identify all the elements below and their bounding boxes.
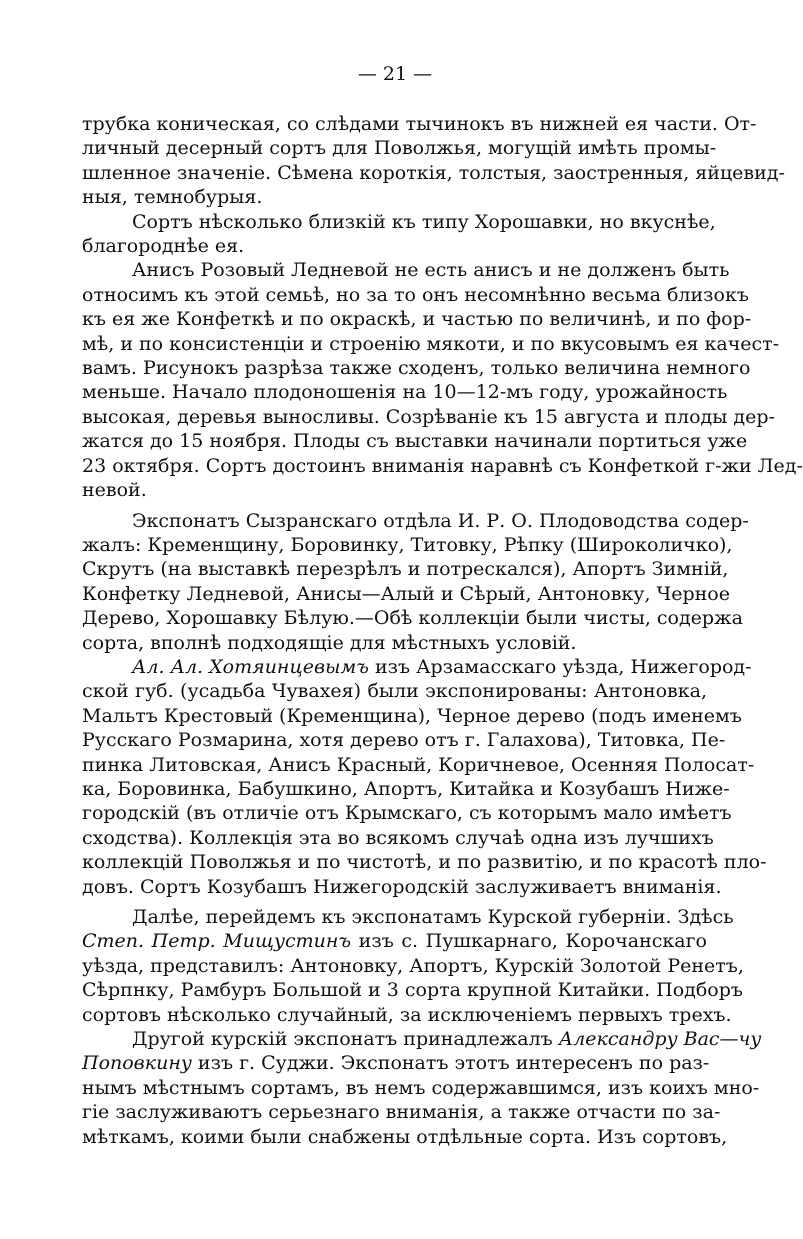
text-line: шленное значеніе. Сѣмена короткія, толстыя, заостренныя, яйцевид- [82, 161, 785, 184]
text-line: ныя, темнобурыя. [82, 186, 263, 209]
person-name: Ал. Ал. Хотяинцевымъ [132, 655, 369, 678]
text-line: сорта, вполнѣ подходящіе для мѣстныхъ условій. [82, 631, 577, 654]
text-line: Дерево, Хорошавку Бѣлую.—Обѣ коллекціи были чисты, содержа [82, 607, 743, 630]
text-line: къ ея же Конфеткѣ и по окраскѣ, и частью по величинѣ, и по фор- [82, 308, 752, 331]
text-line [82, 1027, 762, 1051]
text-line [82, 929, 707, 953]
text-line: довъ. Сортъ Козубашъ Нижегородскій заслуживаетъ вниманія. [82, 875, 722, 898]
text-line: меньше. Начало плодоношенія на 10—12-мъ году, урожайность [82, 381, 728, 404]
text-line: 23 октября. Сортъ достоинъ вниманія наравнѣ съ Конфеткой г-жи Лед- [82, 454, 803, 477]
text-line: высокая, деревья выносливы. Созрѣваніе къ 15 августа и плоды дер- [82, 405, 775, 428]
text-line: гіе заслуживаютъ серьезнаго вниманія, а также отчасти по за- [82, 1101, 721, 1124]
paragraph-4 [82, 509, 749, 655]
text-line: ка, Боровинка, Бабушкино, Апортъ, Китайка и Козубашъ Ниже- [82, 777, 730, 800]
page-number: — 21 — [357, 63, 433, 85]
text-line: Сѣрпнку, Рамбуръ Большой и 3 сорта крупной Китайки. Подборъ [82, 979, 744, 1002]
text-line: жатся до 15 ноября. Плоды съ выставки начинали портиться уже [82, 430, 748, 453]
text-line: Мальтъ Крестовый (Кременщина), Черное дерево (подъ именемъ [82, 704, 742, 727]
text-line: коллекцій Поволжья и по чистотѣ, и по развитію, и по красотѣ пло- [82, 851, 767, 874]
person-name: Поповкину [82, 1052, 192, 1075]
paragraph-5 [82, 655, 767, 899]
text-line: личный десерный сортъ для Поволжья, могущій имѣть промы- [82, 137, 717, 160]
text-fragment: изъ г. Суджи. Экспонатъ этотъ интересенъ по раз- [191, 1052, 710, 1075]
text-line [82, 655, 752, 679]
paragraph-7 [82, 1027, 762, 1149]
text-line: Далѣе, перейдемъ къ экспонатамъ Курской губерніи. Здѣсь [132, 906, 734, 928]
text-line: пинка Литовская, Анисъ Красный, Коричневое, Осенняя Полосат- [82, 753, 755, 776]
text-line: Анисъ Розовый Ледневой не есть анисъ и не долженъ быть [132, 259, 730, 282]
paragraph-6 [82, 905, 744, 1027]
text-fragment: изъ с. Пушкарнаго, Корочанскаго [351, 930, 707, 953]
text-line: городскій (въ отличіе отъ Крымскаго, съ которымъ мало имѣетъ [82, 802, 732, 825]
text-line: трубка коническая, со слѣдами тычинокъ въ нижней ея части. От- [82, 113, 757, 135]
paragraph-3 [82, 258, 803, 502]
paragraph-1 [82, 112, 785, 210]
text-fragment: Другой курскій экспонатъ принадлежалъ [132, 1028, 559, 1051]
text-line [82, 1051, 710, 1075]
text-line: Русскаго Розмарина, хотя дерево отъ г. Галахова), Титовка, Пе- [82, 729, 726, 752]
person-name: Александру Вас—чу [558, 1028, 762, 1051]
text-line: ской губ. (усадьба Чувахея) были экспонированы: Антоновка, [82, 680, 707, 703]
paragraph-2 [82, 210, 716, 259]
text-line: относимъ къ этой семьѣ, но за то онъ несомнѣнно весьма близокъ [82, 283, 749, 306]
text-line: уѣзда, представилъ: Антоновку, Апортъ, Курскій Золотой Ренетъ, [82, 954, 744, 977]
text-line: нымъ мѣстнымъ сортамъ, въ немъ содержавшимся, изъ коихъ мно- [82, 1076, 760, 1099]
text-line: сортовъ нѣсколько случайный, за исключеніемъ первыхъ трехъ. [82, 1003, 732, 1026]
text-line: благороднѣе ея. [82, 235, 245, 258]
text-fragment: изъ Арзамасскаго уѣзда, Нижегород- [368, 655, 752, 678]
text-line: жалъ: Кременщину, Боровинку, Титовку, Рѣпку (Широколичко), [82, 533, 733, 556]
text-line: невой. [82, 479, 147, 502]
text-line: Скрутъ (на выставкѣ перезрѣлъ и потрескался), Апортъ Зимній, [82, 558, 729, 581]
text-line: Конфетку Ледневой, Анисы—Алый и Сѣрый, Антоновку, Черное [82, 582, 730, 605]
text-line: вамъ. Рисунокъ разрѣза также сходенъ, только величина немного [82, 357, 751, 380]
page-body [82, 112, 803, 1149]
text-line: мѣ, и по консистенціи и строенію мякоти, и по вкусовымъ ея качест- [82, 332, 780, 355]
person-name: Степ. Петр. Мищустинъ [82, 930, 352, 953]
text-line: Экспонатъ Сызранскаго отдѣла И. Р. О. Плодоводства содер- [132, 509, 749, 532]
text-line: Сортъ нѣсколько близкій къ типу Хорошавки, но вкуснѣе, [132, 210, 716, 233]
text-line: сходства). Коллекція эта во всякомъ случаѣ одна изъ лучшихъ [82, 826, 714, 849]
text-line: мѣткамъ, коими были снабжены отдѣльные сорта. Изъ сортовъ, [82, 1125, 728, 1148]
